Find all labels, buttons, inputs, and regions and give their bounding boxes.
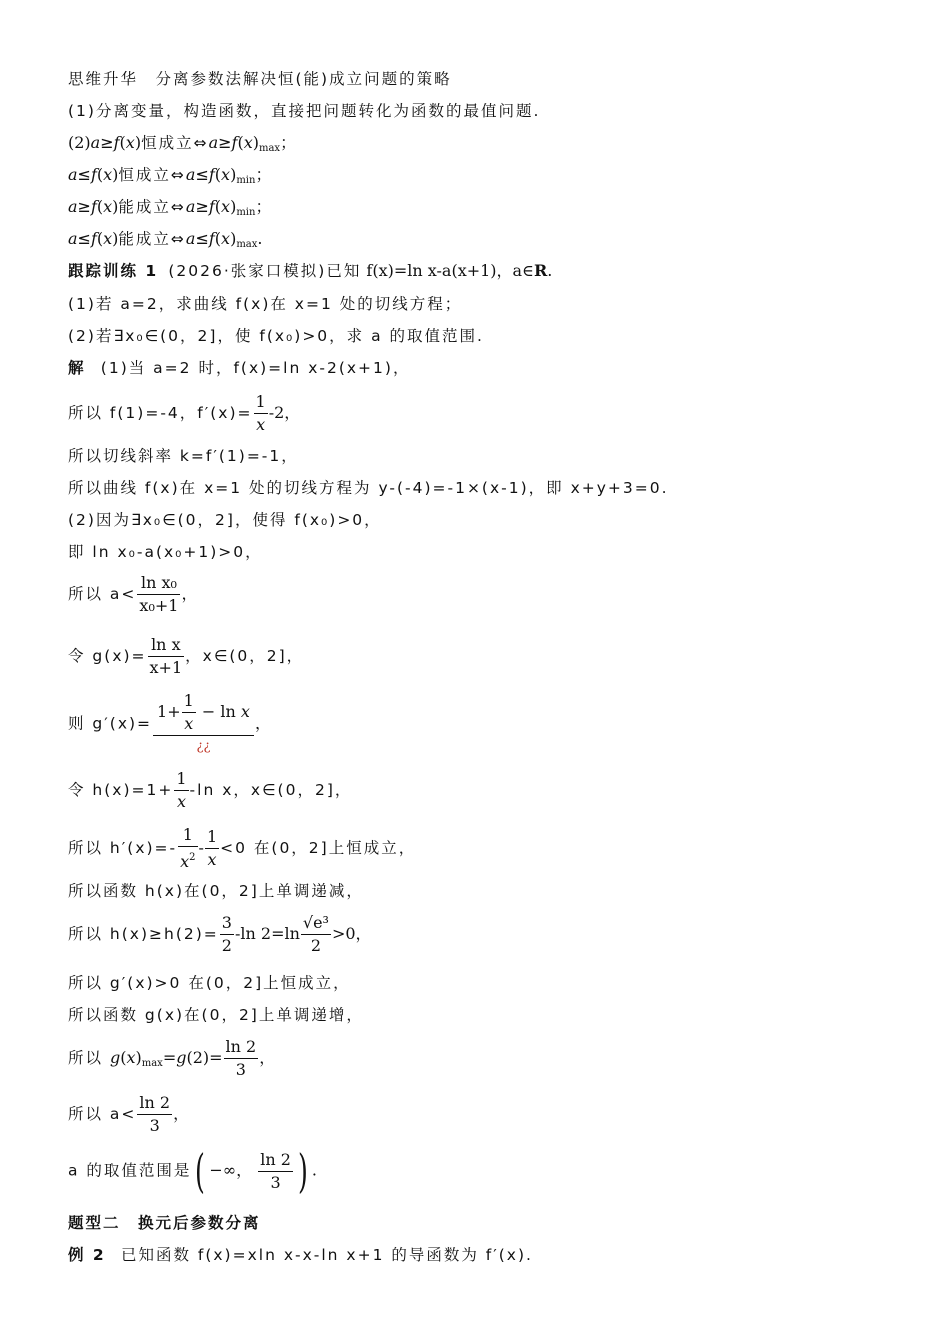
training-question-1: (1)若 a=2，求曲线 f(x)在 x=1 处的切线方程； [68,295,463,313]
solution-line-7: 所以 a< $\frac{\text{ln x₀}}{\text{x₀+1}}$ ， [68,573,198,615]
thinking-point-3: a≤f(x)恒成立$\Leftrightarrow a\le f(x)_{min}$； [68,165,272,186]
fraction-lnx-over-xp1: $\frac{\text{ln x}}{x+1}$ [149,635,183,677]
solution-line-6: 即 ln x₀-a(x₀+1)>0， [68,543,263,561]
thinking-point-5: a≤f(x)能成立$\Leftrightarrow a\le f(x)_{max}$. [68,229,263,250]
fraction-1-over-x: $\frac{1}{x}$ [255,392,266,434]
thinking-point-2: (2)a≥f(x)恒成立$\Leftrightarrow a\ge f(x)_{max}$； [68,133,297,154]
solution-line-5: (2)因为∃x₀∈(0，2]，使得 f(x₀)>0， [68,511,382,529]
fraction-g-prime: 1+ $\frac{1}{x}$ − ln x ¿¿ [153,690,254,758]
fraction-ln2-over-3-c: $\frac{\ln 2}{3}$ [260,1149,291,1192]
fraction-ln2-over-3-b: $\frac{\ln 2}{3}$ [139,1093,171,1135]
solution-line-1: 解 (1)当 a=2 时，f(x)=ln x-2(x+1)， [68,359,411,377]
fraction-1-over-x-squared: $\frac{1}{x^2}$ [180,825,196,871]
thinking-title: 思维升华 分离参数法解决恒(能)成立问题的策略 [68,70,452,88]
fraction-sqrt-e3-over-2: $\frac{\text{√e³}}{2}$ [302,913,329,955]
solution-line-12: 所以函数 h(x)在(0，2]上单调递减， [68,882,364,900]
fraction-1-over-x-h: $\frac{1}{x}$ [176,769,187,811]
fraction-ln2-over-3-a: $\frac{\ln 2}{3}$ [225,1037,257,1079]
solution-line-16: 所以 $g(x)_{max}=g(2)=$ $\frac{\ln 2}{3}$ ， [68,1037,276,1079]
training-question-2: (2)若∃x₀∈(0，2]，使 f(x₀)>0，求 a 的取值范围. [68,327,484,345]
solution-line-9: 则 g′(x)= 1+ $\frac{1}{x}$ − ln x ¿¿ ， [68,690,271,758]
solution-line-18: a 的取值范围是( −∞， $\frac{\ln 2}{3}$ ) . [68,1144,317,1198]
training-header: 跟踪训练 1 (2026·张家口模拟)已知 f(x)=ln x-a(x+1)，a∈R. [68,261,553,280]
fraction-lnx0-over-x0p1: $\frac{\text{ln x₀}}{\text{x₀+1}}$ [139,573,179,615]
solution-line-10: 令 h(x)=1+ $\frac{1}{x}$ -ln x，x∈(0，2]， [68,769,353,811]
thinking-point-4: a≥f(x)能成立$\Leftrightarrow a\ge f(x)_{min}$； [68,197,272,218]
fraction-3-over-2: $\frac{3}{2}$ [221,913,232,955]
solution-line-4: 所以曲线 f(x)在 x=1 处的切线方程为 y-(-4)=-1×(x-1)，即 x+y+3=0. [68,479,669,497]
solution-line-13: 所以 h(x)≥h(2)= $\frac{3}{2}$ -ln 2=ln $\frac{\text{√e³}}{2}$ >0， [68,913,372,955]
solution-line-2: 所以 f(1)=-4，f′(x)= $\frac{1}{x}$ -2， [68,392,301,434]
section-title: 题型二 换元后参数分离 [68,1214,261,1232]
thinking-point-1: (1)分离变量，构造函数，直接把问题转化为函数的最值问题. [68,102,541,120]
solution-line-17: 所以 a< $\frac{\ln 2}{3}$ ， [68,1093,190,1135]
solution-line-14: 所以 g′(x)>0 在(0，2]上恒成立， [68,974,351,992]
fraction-1-over-x-b: $\frac{1}{x}$ [206,827,218,869]
solution-line-3: 所以切线斜率 k=f′(1)=-1， [68,447,299,465]
solution-line-8: 令 g(x)= $\frac{\text{ln x}}{x+1}$ ，x∈(0，2]， [68,635,305,677]
solution-line-15: 所以函数 g(x)在(0，2]上单调递增， [68,1006,364,1024]
solution-line-11: 所以 h′(x)=- $\frac{1}{x^2}$ - $\frac{1}{x}$ <0 在(0，2]上恒成立， [68,825,417,871]
example-2: 例 2 已知函数 f(x)=xln x-x-ln x+1 的导函数为 f′(x). [68,1246,533,1264]
